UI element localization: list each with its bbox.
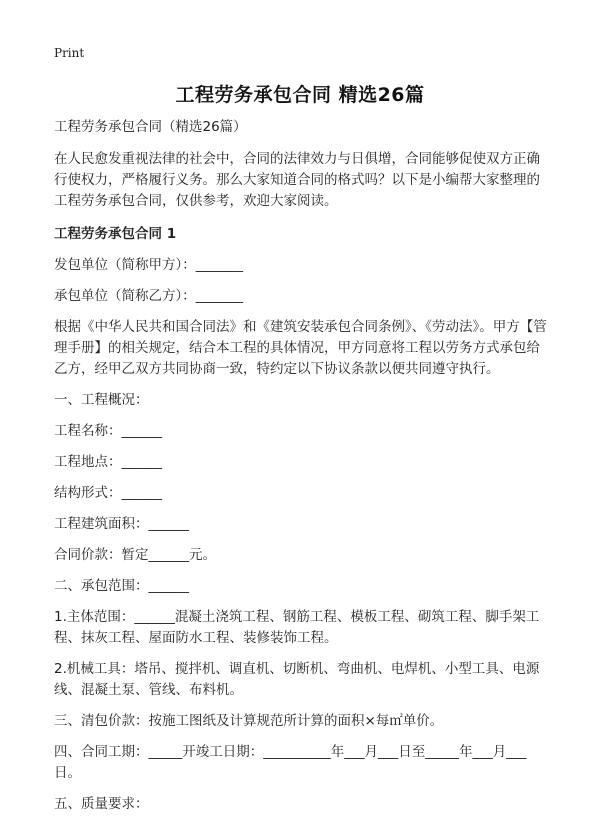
structure-type-field: 结构形式：______ [54,485,162,501]
lump-price-paragraph: 三、清包价款：按施工图纸及计算规范所计算的面积×每㎡单价。 [54,713,444,729]
building-area-field: 工程建筑面积：______ [54,516,189,532]
party-b-field: 承包单位（简称乙方）：_______ [54,288,243,304]
project-name-field: 工程名称：______ [54,423,162,439]
scope-main-paragraph: 1.主体范围：______混凝土浇筑工程、钢筋工程、模板工程、砌筑工程、脚手架工程、抹灰工程、屋面防水工程、装修装饰工程。 [54,609,540,646]
section-heading: 工程劳务承包合同 1 [54,226,177,242]
quality-heading: 五、质量要求： [54,796,149,812]
project-location-field: 工程地点：______ [54,454,162,470]
basis-paragraph: 根据《中华人民共和国合同法》和《建筑安装承包合同条例》、《劳动法》。甲方【管理手册】的相关规定，结合本工程的具体情况，甲方同意将工程以劳务方式承包给乙方，经甲乙双方共同协商一致，特约定以下协议条款以便共同遵守执行。 [54,319,547,377]
party-a-field: 发包单位（简称甲方）：_______ [54,257,243,273]
scope-heading: 二、承包范围：______ [54,578,189,594]
intro-paragraph: 在人民愈发重视法律的社会中，合同的法律效力与日俱增，合同能够促使双方正确行使权力，严格履行义务。那么大家知道合同的格式吗？以下是小编帮大家整理的工程劳务承包合同，仅供参考，欢迎大家阅读。 [54,151,540,209]
scope-machinery-paragraph: 2.机械工具：塔吊、搅拌机、调直机、切断机、弯曲机、电焊机、小型工具、电源线、混凝土泵、管线、布料机。 [54,661,540,698]
duration-paragraph: 四、合同工期：_____开竣工日期：__________年___月___日至_____年___月___日。 [54,744,527,781]
contract-price-field: 合同价款：暂定______元。 [54,547,216,563]
document-subtitle: 工程劳务承包合同（精选26篇） [54,119,247,135]
print-link[interactable]: Print [54,46,85,60]
overview-heading: 一、工程概况： [54,392,149,408]
document-body [54,117,550,825]
document-title: 工程劳务承包合同 精选26篇 [175,84,425,106]
